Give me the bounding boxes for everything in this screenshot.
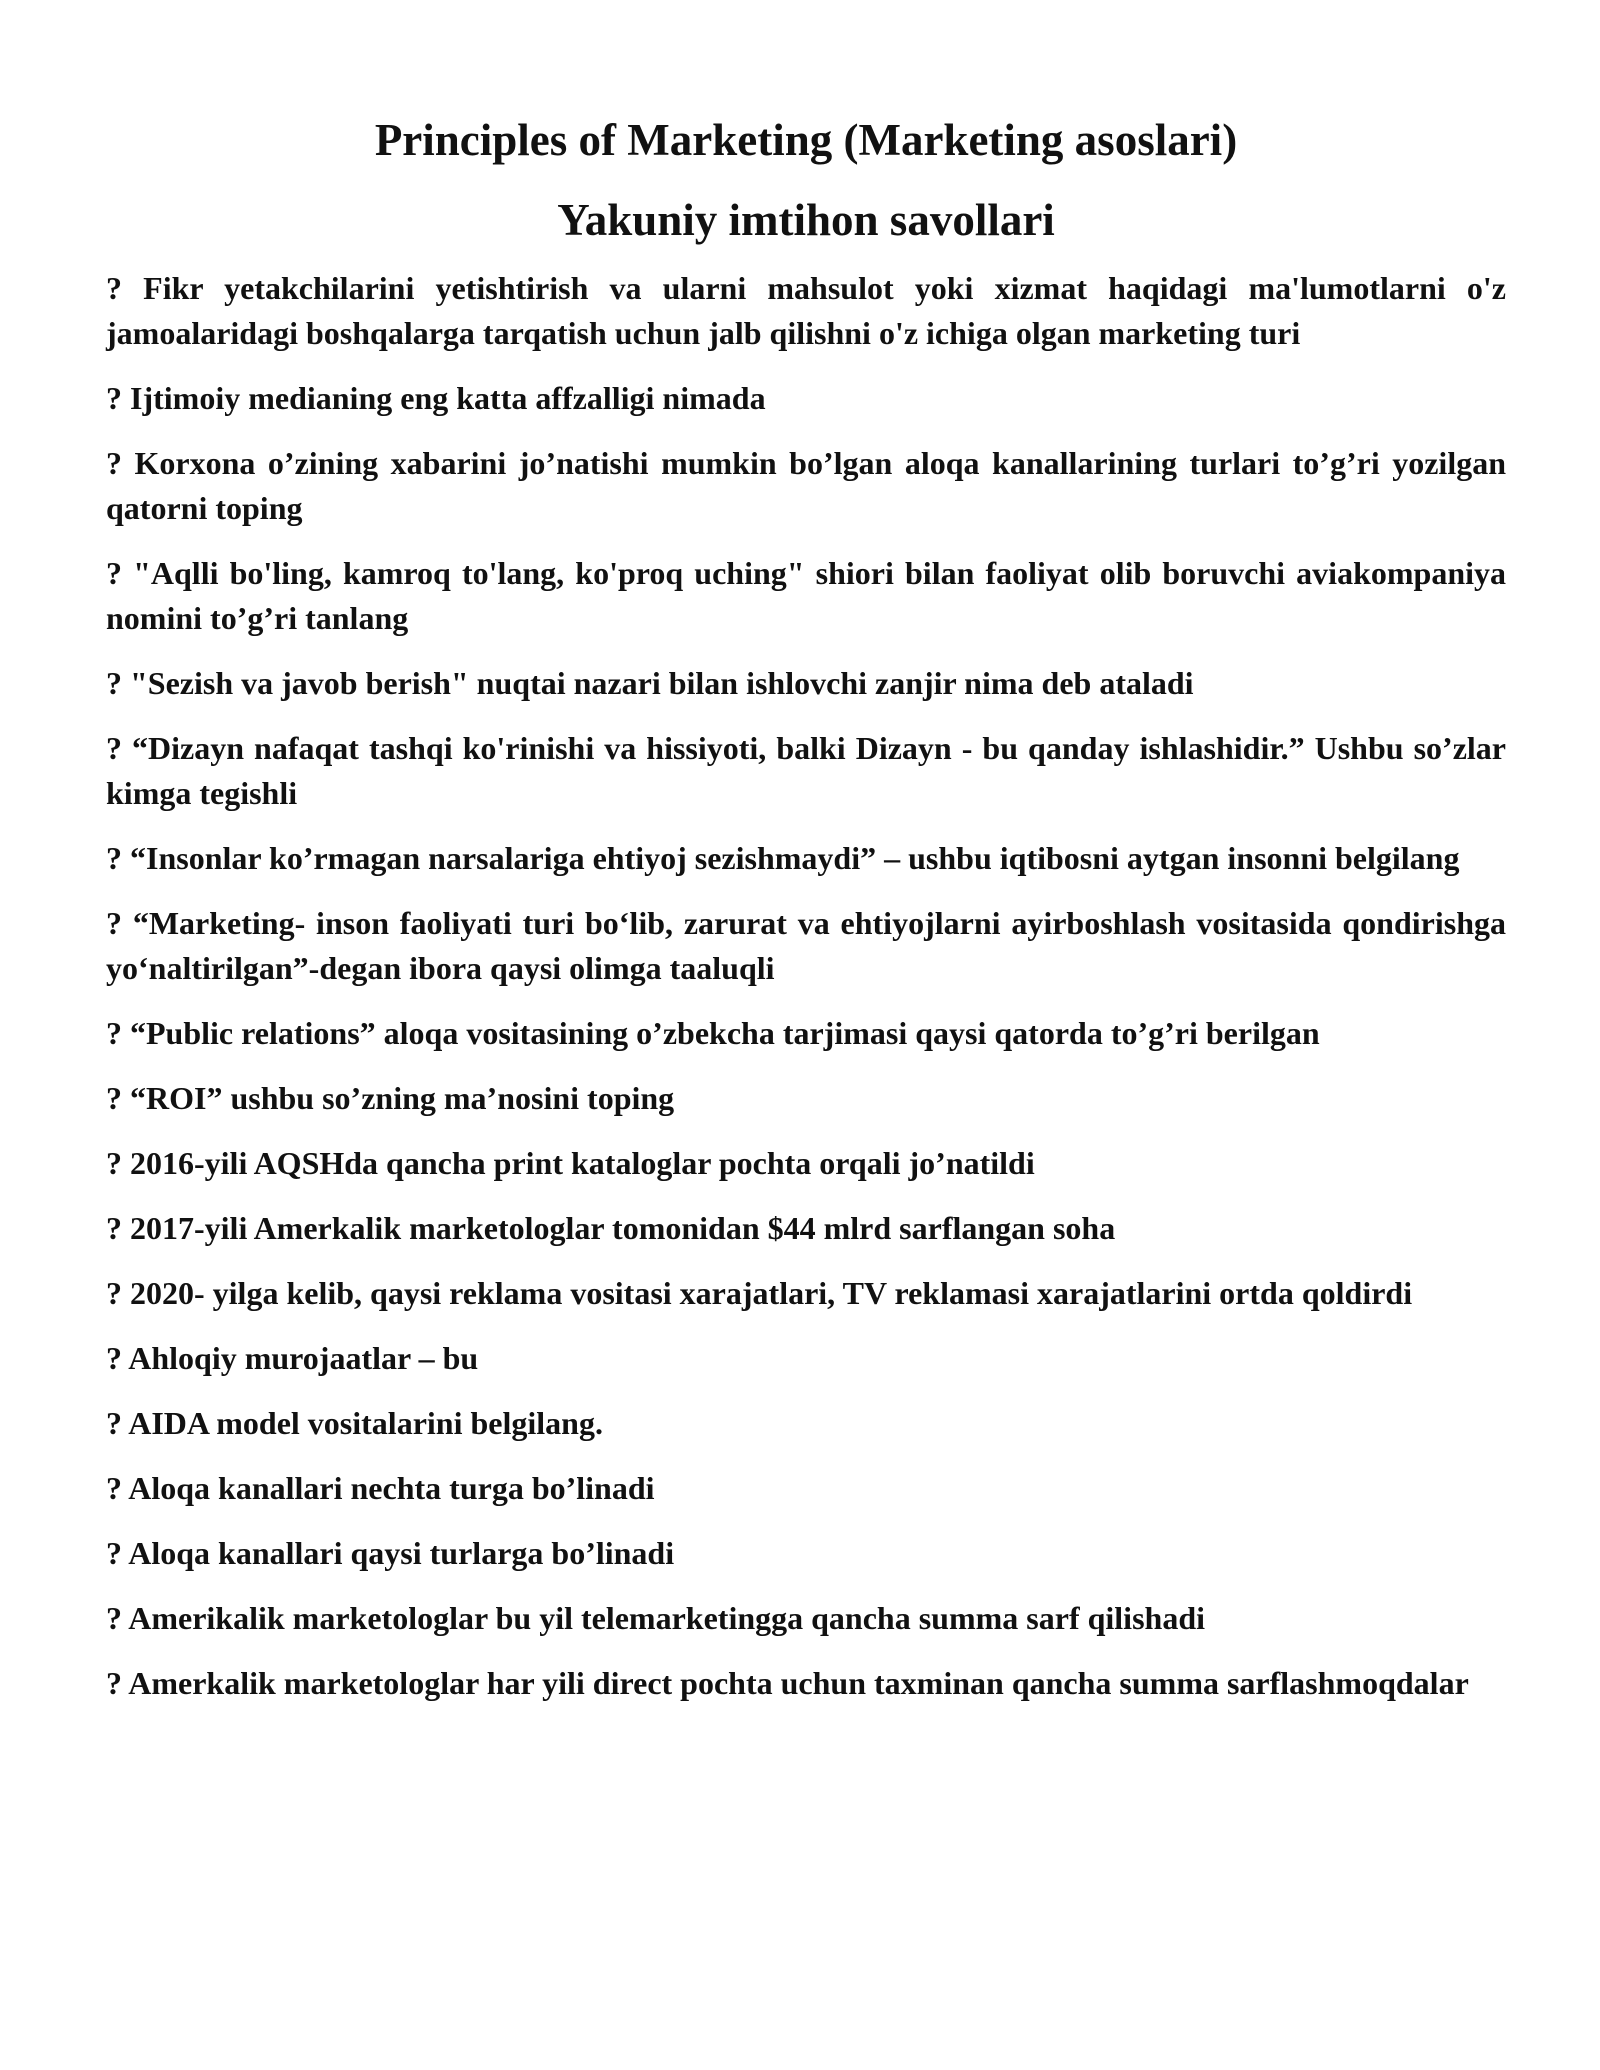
- question-item: [106, 1336, 1506, 1381]
- question-text: Fikr yetakchilarini yetishtirish va ularni mahsulot yoki xizmat haqidagi ma'lumotlarni o'z jamoalaridagi boshqalarga tarqatish uchun jalb qilishni o'z ichiga olgan marketing turi: [106, 270, 1507, 351]
- question-text: “ROI” ushbu so’zning ma’nosini toping: [130, 1080, 675, 1116]
- question-item: [106, 551, 1506, 641]
- document-title: Principles of Marketing (Marketing asoslari): [374, 115, 1238, 165]
- question-item: [106, 1466, 1506, 1511]
- question-text: Ijtimoiy medianing eng katta affzalligi nimada: [130, 380, 766, 416]
- question-item: [106, 441, 1506, 531]
- question-text: "Sezish va javob berish" nuqtai nazari bilan ishlovchi zanjir nima deb ataladi: [130, 665, 1194, 701]
- question-item: [106, 1531, 1506, 1576]
- question-text: "Aqlli bo'ling, kamroq to'lang, ko'proq uching" shiori bilan faoliyat olib boruvchi aviakompaniya nomini to’g’ri tanlang: [106, 555, 1507, 636]
- question-marker: ?: [106, 1210, 122, 1246]
- question-item: [106, 1596, 1506, 1641]
- document-subtitle: Yakuniy imtihon savollari: [557, 195, 1055, 245]
- question-text: Ahloqiy murojaatlar – bu: [128, 1340, 479, 1376]
- question-text: 2017-yili Amerkalik marketologlar tomonidan $44 mlrd sarflangan soha: [130, 1210, 1116, 1246]
- question-marker: ?: [106, 1340, 122, 1376]
- question-marker: ?: [106, 1535, 122, 1571]
- question-marker: ?: [106, 445, 122, 481]
- question-marker: ?: [106, 665, 122, 701]
- question-item: [106, 1271, 1506, 1316]
- question-item: [106, 1401, 1506, 1446]
- question-item: [106, 836, 1506, 881]
- question-marker: ?: [106, 1405, 122, 1441]
- question-text: Aloqa kanallari qaysi turlarga bo’linadi: [128, 1535, 675, 1571]
- question-marker: ?: [106, 905, 122, 941]
- question-marker: ?: [106, 1470, 122, 1506]
- question-item: [106, 726, 1506, 816]
- question-text: 2016-yili AQSHda qancha print kataloglar pochta orqali jo’natildi: [130, 1145, 1035, 1181]
- question-marker: ?: [106, 1665, 122, 1701]
- question-marker: ?: [106, 1145, 122, 1181]
- question-item: [106, 661, 1506, 706]
- question-text: 2020- yilga kelib, qaysi reklama vositasi xarajatlari, TV reklamasi xarajatlarini ortda qoldirdi: [130, 1275, 1413, 1311]
- question-text: “Insonlar ko’rmagan narsalariga ehtiyoj sezishmaydi” – ushbu iqtibosni aytgan insonni belgilang: [130, 840, 1460, 876]
- question-marker: ?: [106, 730, 122, 766]
- question-text: Amerikalik marketologlar bu yil telemarketingga qancha summa sarf qilishadi: [128, 1600, 1205, 1636]
- question-text: “Marketing- inson faoliyati turi bo‘lib, zarurat va ehtiyojlarni ayirboshlash vositasida qondirishga yo‘naltirilgan”-degan ibora qaysi olimga taaluqli: [106, 905, 1507, 986]
- question-text: Korxona o’zining xabarini jo’natishi mumkin bo’lgan aloqa kanallarining turlari to’g’ri yozilgan qatorni toping: [106, 445, 1507, 526]
- question-item: [106, 1661, 1506, 1706]
- question-item: [106, 901, 1506, 991]
- question-marker: ?: [106, 555, 122, 591]
- question-marker: ?: [106, 1275, 122, 1311]
- question-marker: ?: [106, 840, 122, 876]
- question-item: [106, 266, 1506, 356]
- question-marker: ?: [106, 270, 122, 306]
- question-list: [106, 266, 1506, 1706]
- question-item: [106, 1076, 1506, 1121]
- question-text: “Public relations” aloqa vositasining o’zbekcha tarjimasi qaysi qatorda to’g’ri berilgan: [130, 1015, 1320, 1051]
- question-text: “Dizayn nafaqat tashqi ko'rinishi va hissiyoti, balki Dizayn - bu qanday ishlashidir.” Ushbu so’zlar kimga tegishli: [106, 730, 1507, 811]
- question-item: [106, 376, 1506, 421]
- question-marker: ?: [106, 1080, 122, 1116]
- question-marker: ?: [106, 1015, 122, 1051]
- question-item: [106, 1011, 1506, 1056]
- question-text: Amerkalik marketologlar har yili direct pochta uchun taxminan qancha summa sarflashmoqdalar: [128, 1665, 1469, 1701]
- document-page: [106, 110, 1506, 1726]
- question-text: Aloqa kanallari nechta turga bo’linadi: [128, 1470, 655, 1506]
- question-marker: ?: [106, 1600, 122, 1636]
- question-item: [106, 1206, 1506, 1251]
- question-item: [106, 1141, 1506, 1186]
- question-text: AIDA model vositalarini belgilang.: [128, 1405, 603, 1441]
- question-marker: ?: [106, 380, 122, 416]
